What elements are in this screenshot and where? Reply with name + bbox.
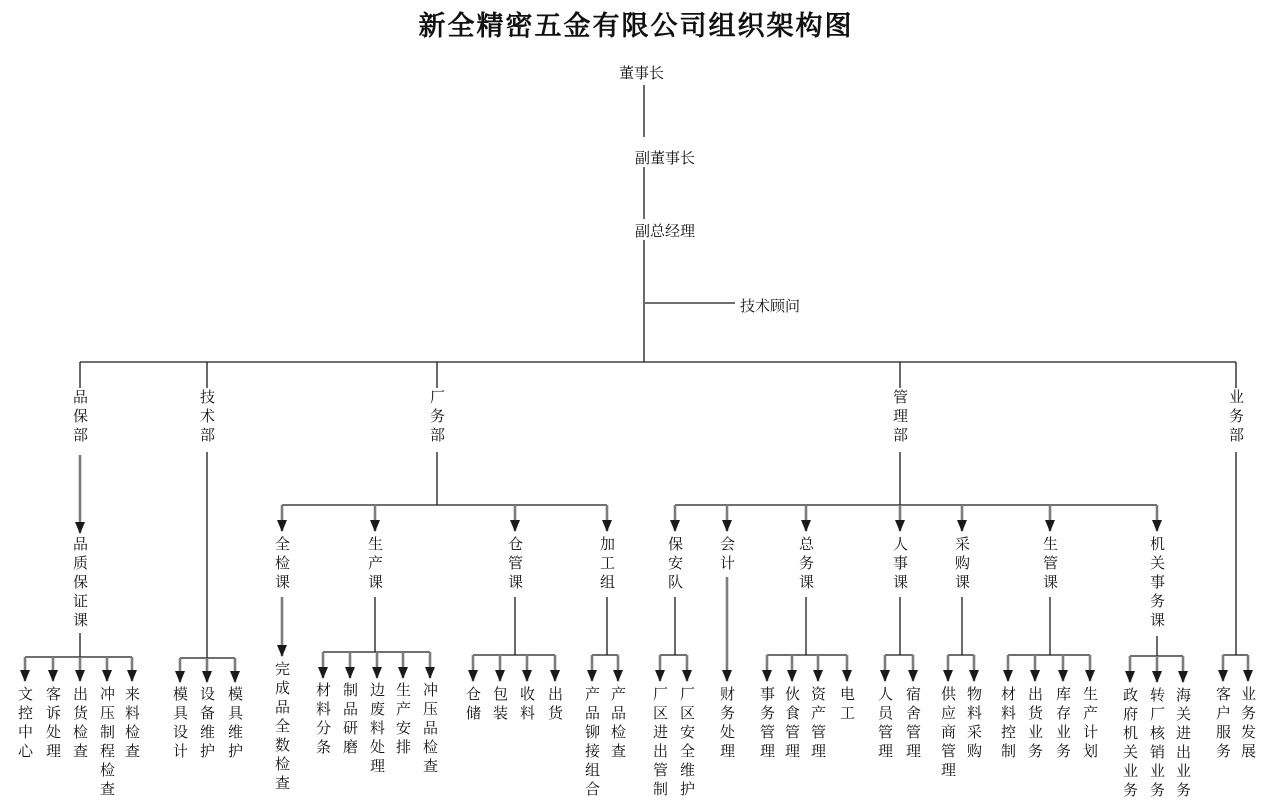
node-government-agency-business: 政府机关业务: [1121, 687, 1139, 801]
node-personnel-management: 人员管理: [876, 686, 894, 762]
section-accounting: 会计: [718, 536, 736, 574]
node-supplier-management: 供应商管理: [939, 686, 957, 781]
node-document-control-center: 文控中心: [16, 686, 34, 762]
node-material-control: 材料控制: [999, 686, 1017, 762]
node-stamping-process-inspection: 冲压制程检查: [98, 686, 116, 800]
node-scrap-material-handling: 边废料处理: [368, 682, 386, 777]
section-production: 生产课: [366, 536, 384, 593]
section-quality-assurance-course: 品质保证课: [71, 536, 89, 631]
node-electrician: 电工: [838, 686, 856, 724]
node-technical-advisor: 技术顾问: [740, 297, 801, 315]
section-purchasing: 采购课: [953, 536, 971, 593]
section-production-control: 生管课: [1041, 536, 1059, 593]
node-inventory-business: 库存业务: [1054, 686, 1072, 762]
node-incoming-material-inspection: 来料检查: [123, 686, 141, 762]
dept-management: 管理部: [891, 389, 909, 446]
node-mold-maintenance: 模具维护: [226, 686, 244, 762]
node-production-scheduling: 生产安排: [394, 682, 412, 758]
chart-title: 新全精密五金有限公司组织架构图: [418, 11, 854, 42]
node-shipment-inspection: 出货检查: [71, 686, 89, 762]
node-deputy-general-manager: 副总经理: [635, 222, 696, 240]
node-finished-goods-full-inspection: 完成品全数检查: [273, 661, 291, 794]
dept-technical: 技术部: [198, 389, 216, 446]
node-finance-handling: 财务处理: [718, 686, 736, 762]
node-site-safety-maintenance: 厂区安全维护: [678, 686, 696, 800]
node-material-purchasing: 物料采购: [965, 686, 983, 762]
node-mold-design: 模具设计: [171, 686, 189, 762]
node-production-planning: 生产计划: [1081, 686, 1099, 762]
node-product-grinding: 制品研磨: [341, 682, 359, 758]
node-packaging: 包装: [491, 686, 509, 724]
section-security-team: 保安队: [666, 536, 684, 593]
node-business-development: 业务发展: [1239, 686, 1257, 762]
node-material-slitting: 材料分条: [314, 682, 332, 758]
node-receiving: 收料: [518, 686, 536, 724]
section-general-affairs: 总务课: [797, 536, 815, 593]
node-factory-transfer-writeoff-business: 转厂核销业务: [1148, 687, 1166, 801]
dept-business: 业务部: [1227, 389, 1245, 446]
node-stamping-product-inspection: 冲压品检查: [421, 682, 439, 777]
node-customer-complaint-handling: 客诉处理: [44, 686, 62, 762]
section-processing-group: 加工组: [598, 536, 616, 593]
node-chairman: 董事长: [619, 64, 665, 82]
node-shipping: 出货: [546, 686, 564, 724]
node-storage: 仓储: [464, 686, 482, 724]
section-warehouse: 仓管课: [506, 536, 524, 593]
section-hr: 人事课: [891, 536, 909, 593]
dept-quality-assurance: 品保部: [71, 389, 89, 446]
node-product-inspection: 产品检查: [609, 686, 627, 762]
node-entry-exit-control: 厂区进出管制: [651, 686, 669, 800]
node-dormitory-management: 宿舍管理: [904, 686, 922, 762]
section-full-inspection: 全检课: [273, 536, 291, 593]
node-asset-management: 资产管理: [809, 686, 827, 762]
node-shipping-business: 出货业务: [1026, 686, 1044, 762]
node-affairs-management: 事务管理: [758, 686, 776, 762]
node-customs-entry-exit-business: 海关进出业务: [1174, 687, 1192, 801]
dept-factory-affairs: 厂务部: [428, 389, 446, 446]
node-equipment-maintenance: 设备维护: [198, 686, 216, 762]
node-vice-chairman: 副董事长: [635, 149, 696, 167]
node-meal-management: 伙食管理: [783, 686, 801, 762]
node-customer-service: 客户服务: [1214, 686, 1232, 762]
section-agency-affairs: 机关事务课: [1148, 536, 1166, 631]
node-riveting-assembly: 产品铆接组合: [583, 686, 601, 800]
